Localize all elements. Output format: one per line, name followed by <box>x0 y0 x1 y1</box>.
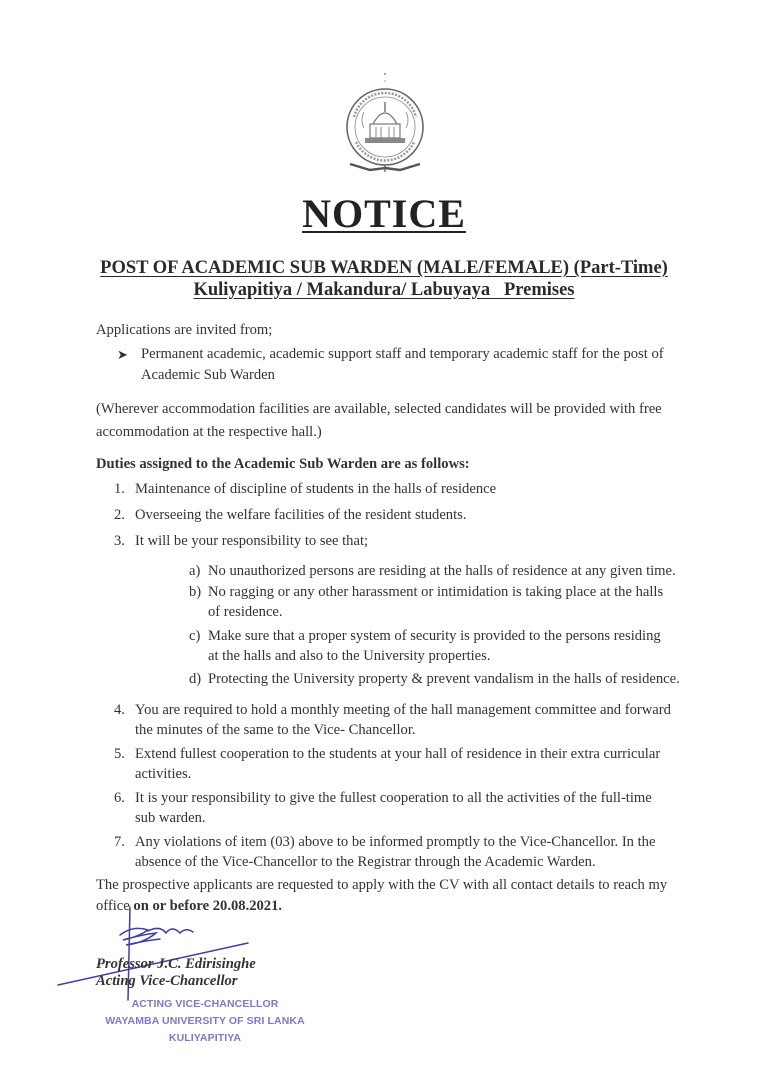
duty-number: 5. <box>114 746 125 762</box>
duty-text: Maintenance of discipline of students in the halls of residence <box>135 481 497 497</box>
signatory-role: Acting Vice-Chancellor <box>96 973 238 989</box>
subitem-letter: b) <box>189 584 202 600</box>
post-title: POST OF ACADEMIC SUB WARDEN (MALE/FEMALE) (Part-Time) <box>100 258 668 278</box>
university-seal-icon <box>340 72 430 177</box>
stamp-line-1: ACTING VICE-CHANCELLOR <box>131 998 279 1010</box>
duty-text: Any violations of item (03) above to be informed promptly to the Vice-Chancellor. In the <box>135 834 656 850</box>
duty-text: Extend fullest cooperation to the students at your hall of residence in their extra curricular <box>135 746 661 762</box>
eligibility-line-2: Academic Sub Warden <box>141 367 275 383</box>
duty-text: activities. <box>135 766 192 782</box>
stamp-line-3: KULIYAPITIYA <box>168 1032 242 1044</box>
duty-text: the minutes of the same to the Vice- Chancellor. <box>135 722 416 738</box>
subitem-text: Make sure that a proper system of security is provided to the persons residing <box>208 628 661 644</box>
duty-number: 1. <box>114 481 125 497</box>
duty-number: 2. <box>114 507 125 523</box>
deadline-text: on or before 20.08.2021. <box>133 898 283 914</box>
accommodation-line-2: accommodation at the respective hall.) <box>96 424 322 440</box>
duty-number: 3. <box>114 533 125 549</box>
subitem-text: of residence. <box>208 604 283 620</box>
notice-title: NOTICE <box>302 191 466 236</box>
eligibility-line-1: Permanent academic, academic support staff and temporary academic staff for the post of <box>141 346 664 362</box>
closing-line-1: The prospective applicants are requested to apply with the CV with all contact details to reach my <box>96 877 668 893</box>
duty-text: absence of the Vice-Chancellor to the Registrar through the Academic Warden. <box>135 854 596 870</box>
signatory-name: Professor J.C. Edirisinghe <box>96 956 256 972</box>
subitem-letter: a) <box>189 563 201 579</box>
duty-number: 6. <box>114 790 125 806</box>
accommodation-line-1: (Wherever accommodation facilities are available, selected candidates will be provided with free <box>96 401 662 417</box>
duty-text: It is your responsibility to give the fullest cooperation to all the activities of the full-time <box>135 790 652 806</box>
closing-office-text: office <box>96 898 134 914</box>
subitem-text: No ragging or any other harassment or intimidation is taking place at the halls <box>208 584 664 600</box>
subitem-letter: d) <box>189 671 202 687</box>
subitem-text: No unauthorized persons are residing at the halls of residence at any given time. <box>208 563 676 579</box>
subitem-text: at the halls and also to the University properties. <box>208 648 491 664</box>
stamp-line-2: WAYAMBA UNIVERSITY OF SRI LANKA <box>105 1015 305 1027</box>
duty-text: It will be your responsibility to see that; <box>135 533 369 549</box>
applications-invited-text: Applications are invited from; <box>96 322 273 338</box>
subitem-letter: c) <box>189 628 201 644</box>
bullet-arrow-icon: ➤ <box>117 347 128 362</box>
duties-heading: Duties assigned to the Academic Sub Warden are as follows: <box>96 456 470 472</box>
subitem-text: Protecting the University property & prevent vandalism in the halls of residence. <box>208 671 680 687</box>
duty-text: Overseeing the welfare facilities of the resident students. <box>135 507 467 523</box>
duty-text: You are required to hold a monthly meeting of the hall management committee and forward <box>135 702 671 718</box>
handwritten-signature-icon <box>48 905 278 1005</box>
duty-text: sub warden. <box>135 810 206 826</box>
premises-title: Kuliyapitiya / Makandura/ Labuyaya Premises <box>193 280 575 300</box>
duty-number: 7. <box>114 834 125 850</box>
duty-number: 4. <box>114 702 125 718</box>
